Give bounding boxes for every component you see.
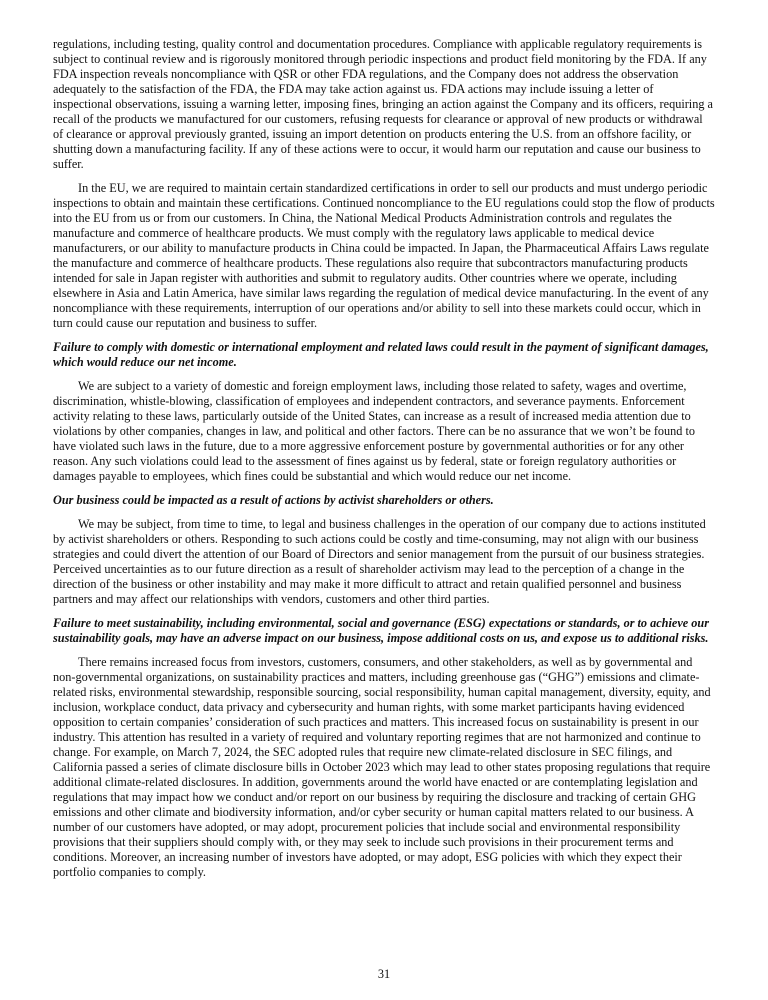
risk-heading-esg: Failure to meet sustainability, including environmental, social and governance (ESG) expectations or standards, or to achieve our sustainability goals, may have an adverse impact on our business, impose additional costs on us, and expose us to additional risks.: [53, 616, 709, 645]
risk-heading-employment-laws: Failure to comply with domestic or international employment and related laws could result in the payment of significant damages, which would reduce our net income.: [53, 340, 709, 369]
page-number: 31: [377, 967, 391, 981]
paragraph-employment-laws: We are subject to a variety of domestic and foreign employment laws, including those related to safety, wages and overtime, discrimination, whistle-blowing, classification of employees and independent contractors, and severance payments. Enforcement activity relating to these laws, particularly outside of the United States, can increase as a result of increased media attention due to violations by other companies, changes in law, and political and other factors. There can be no assurance that we won’t be found to have violated such laws in the future, due to a more aggressive enforcement posture by governmental authorities or for any other reason. Any such violations could lead to the assessment of fines against us by federal, state or foreign regulatory authorities or damages payable to employees, which fines could be substantial and which would reduce our net income.: [53, 379, 696, 483]
paragraph-esg: There remains increased focus from investors, customers, consumers, and other stakeholders, as well as by governmental and non-governmental organizations, on sustainability practices and matters, including greenhouse gas (“GHG”) emissions and climate-related risks, environmental stewardship, responsible sourcing, social responsibility, human capital management, diversity, equity, and inclusion, workplace conduct, data privacy and cybersecurity and human rights, with some market participants having evidenced opposition to certain companies’ consideration of such practices and matters. This increased focus on sustainability is present in our industry. This attention has resulted in a variety of required and voluntary reporting regimes that are not harmonized and continue to change. For example, on March 7, 2024, the SEC adopted rules that require new climate-related disclosure in SEC filings, and California passed a series of climate disclosure bills in October 2023 which may lead to other states proposing regulations that require additional climate-related disclosures. In addition, governments around the world have enacted or are contemplating legislation and regulations that may impact how we conduct and/or report on our business by requiring the disclosure and tracking of certain GHG emissions and other climate and biodiversity information, and/or cyber security or human capital matters related to our business. A number of our customers have adopted, or may adopt, procurement policies that include social and environmental responsibility provisions that their suppliers should comply with, or they may seek to include such provisions in their procurement terms and conditions. Moreover, an increasing number of investors have adopted, or may adopt, ESG policies with which they expect their portfolio companies to comply.: [53, 655, 711, 879]
paragraph-fda-regulations: regulations, including testing, quality control and documentation procedures. Compliance with applicable regulatory requirements is subject to continual review and is rigorously monitored through periodic inspections and product field monitoring by the FDA. If any FDA inspection reveals noncompliance with QSR or other FDA regulations, and the Company does not address the observation adequately to the satisfaction of the FDA, the FDA may take action against us. FDA actions may include issuing a letter of inspectional observations, issuing a warning letter, imposing fines, bringing an action against the Company and its officers, requiring a recall of the products we manufactured for our customers, refusing requests for clearance or approval of new products or withdrawal of clearance or approval previously granted, issuing an import detention on products entering the U.S. from an offshore facility, or shutting down a manufacturing facility. If any of these actions were to occur, it would harm our reputation and cause our business to suffer.: [53, 37, 713, 171]
risk-heading-activist-shareholders: Our business could be impacted as a result of actions by activist shareholders or others.: [53, 493, 494, 507]
paragraph-activist-shareholders: We may be subject, from time to time, to legal and business challenges in the operation of our company due to actions instituted by activist shareholders or others. Responding to such actions could be costly and time-consuming, may not align with our business strategies and could divert the attention of our Board of Directors and senior management from the pursuit of our business strategies. Perceived uncertainties as to our future direction as a result of shareholder activism may lead to the perception of a change in the direction of the business or other instability and may make it more difficult to attract and retain qualified personnel and business partners and may affect our relationships with vendors, customers and other third parties.: [53, 517, 706, 606]
document-page: [53, 37, 715, 889]
paragraph-eu-china-japan-regulations: In the EU, we are required to maintain certain standardized certifications in order to sell our products and must undergo periodic inspections to obtain and maintain these certifications. Continued noncompliance to the EU regulations could stop the flow of products into the EU from us or from our customers. In China, the National Medical Products Administration controls and regulates the manufacture and commerce of healthcare products. We must comply with the regulatory laws applicable to medical device manufacturers, or our ability to manufacture products in China could be impacted. In Japan, the Pharmaceutical Affairs Laws regulate the manufacture and commerce of healthcare products. These regulations also require that subcontractors manufacturing products intended for sale in Japan register with authorities and submit to regulatory audits. Other countries where we operate, including elsewhere in Asia and Latin America, have similar laws regarding the regulation of medical device manufacturing. In the event of any noncompliance with these requirements, interruption of our operations and/or ability to sell into these markets could occur, which in turn could cause our reputation and business to suffer.: [53, 181, 715, 330]
